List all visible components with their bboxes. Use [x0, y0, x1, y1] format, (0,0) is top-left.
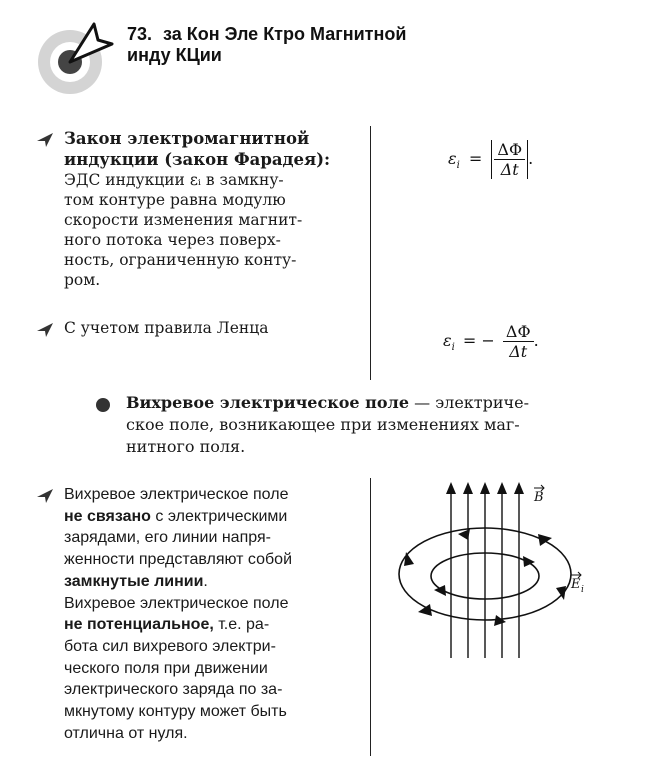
formula-faraday: [448, 140, 558, 179]
emf-subscript: i: [456, 160, 460, 172]
fraction: [503, 322, 534, 361]
fraction-denominator: Δt: [503, 341, 534, 361]
fraction-numerator: ΔΦ: [505, 322, 531, 341]
definition-line: ское поле, возникающее при изменениях маг-: [126, 415, 520, 434]
law-line: ром.: [64, 271, 101, 289]
equals-sign: =: [468, 149, 483, 168]
title-number: 73.: [127, 24, 153, 44]
emf-subscript: i: [451, 342, 455, 354]
vortex-line: .: [203, 572, 208, 590]
arrow-bullet-icon: [36, 322, 54, 338]
vortex-line: электрического заряда по за-: [64, 681, 283, 699]
law-line: ность, ограниченную конту-: [64, 251, 297, 269]
magnetic-field-lines: [451, 486, 519, 658]
vortex-line: Вихревое электрическое поле: [64, 486, 289, 503]
vortex-line: мкнутому контуру может быть: [64, 703, 287, 721]
vortex-bold: не связано: [64, 507, 151, 525]
definition-bullet: [96, 398, 110, 412]
emf-symbol: ε: [448, 149, 457, 168]
vortex-line: бота сил вихревого электри-: [64, 637, 276, 655]
section-logo-icon: [36, 18, 114, 96]
arrow-bullet-icon: [36, 132, 54, 148]
column-divider: [370, 478, 371, 756]
lenz-text: С учетом правила Ленца: [64, 319, 269, 337]
law-line: скорости изменения магнит-: [64, 211, 303, 229]
page-title: [127, 24, 487, 66]
vortex-line: зарядами, его линии напря-: [64, 529, 271, 547]
definition-text: [126, 392, 606, 458]
law-line: ЭДС индукции εᵢ в замкну-: [64, 171, 284, 189]
title-line2: инду КЦии: [127, 45, 222, 65]
law-line: том контуре равна модулю: [64, 191, 286, 209]
definition-rest: — электриче-: [409, 393, 529, 412]
title-line1: за Кон Эле Ктро Магнитной: [163, 24, 407, 44]
vortex-line: ческого поля при движении: [64, 659, 268, 677]
dot-bullet-icon: [96, 398, 110, 412]
vortex-line: т.е. ра-: [213, 616, 270, 634]
vortex-line: с электрическими: [150, 507, 288, 525]
law-text: [64, 128, 364, 290]
period: .: [528, 149, 534, 168]
vortex-field-figure: [388, 476, 598, 666]
fraction-numerator: ΔΦ: [497, 140, 523, 159]
vortex-line: отлична от нуля.: [64, 724, 188, 742]
label-E-sub: i: [581, 585, 584, 595]
period: .: [533, 331, 539, 350]
fraction-denominator: Δt: [494, 159, 525, 179]
equals-minus-sign: = −: [462, 331, 495, 350]
label-B: B: [534, 490, 544, 505]
vortex-bold: не потенциальное,: [64, 616, 214, 634]
emf-symbol: ε: [443, 331, 452, 350]
arrow-bullet-icon: [36, 488, 54, 504]
vortex-line: Вихревое электрическое поле: [64, 594, 289, 612]
vortex-line: женности представляют собой: [64, 551, 293, 569]
fraction: [494, 140, 525, 179]
abs-bars: [491, 140, 528, 179]
law-heading: Закон электромагнитной индукции (закон Фарадея):: [64, 129, 331, 169]
field-arrowheads: [446, 482, 524, 494]
definition-line: нитного поля.: [126, 437, 246, 456]
vortex-bold: замкнутые линии: [64, 572, 204, 590]
law-line: ного потока через поверх-: [64, 231, 281, 249]
definition-term: Вихревое электрическое поле: [126, 393, 410, 412]
column-divider: [370, 126, 371, 380]
label-E: E: [571, 577, 581, 592]
vortex-text: [64, 484, 364, 744]
formula-lenz: [443, 322, 563, 361]
